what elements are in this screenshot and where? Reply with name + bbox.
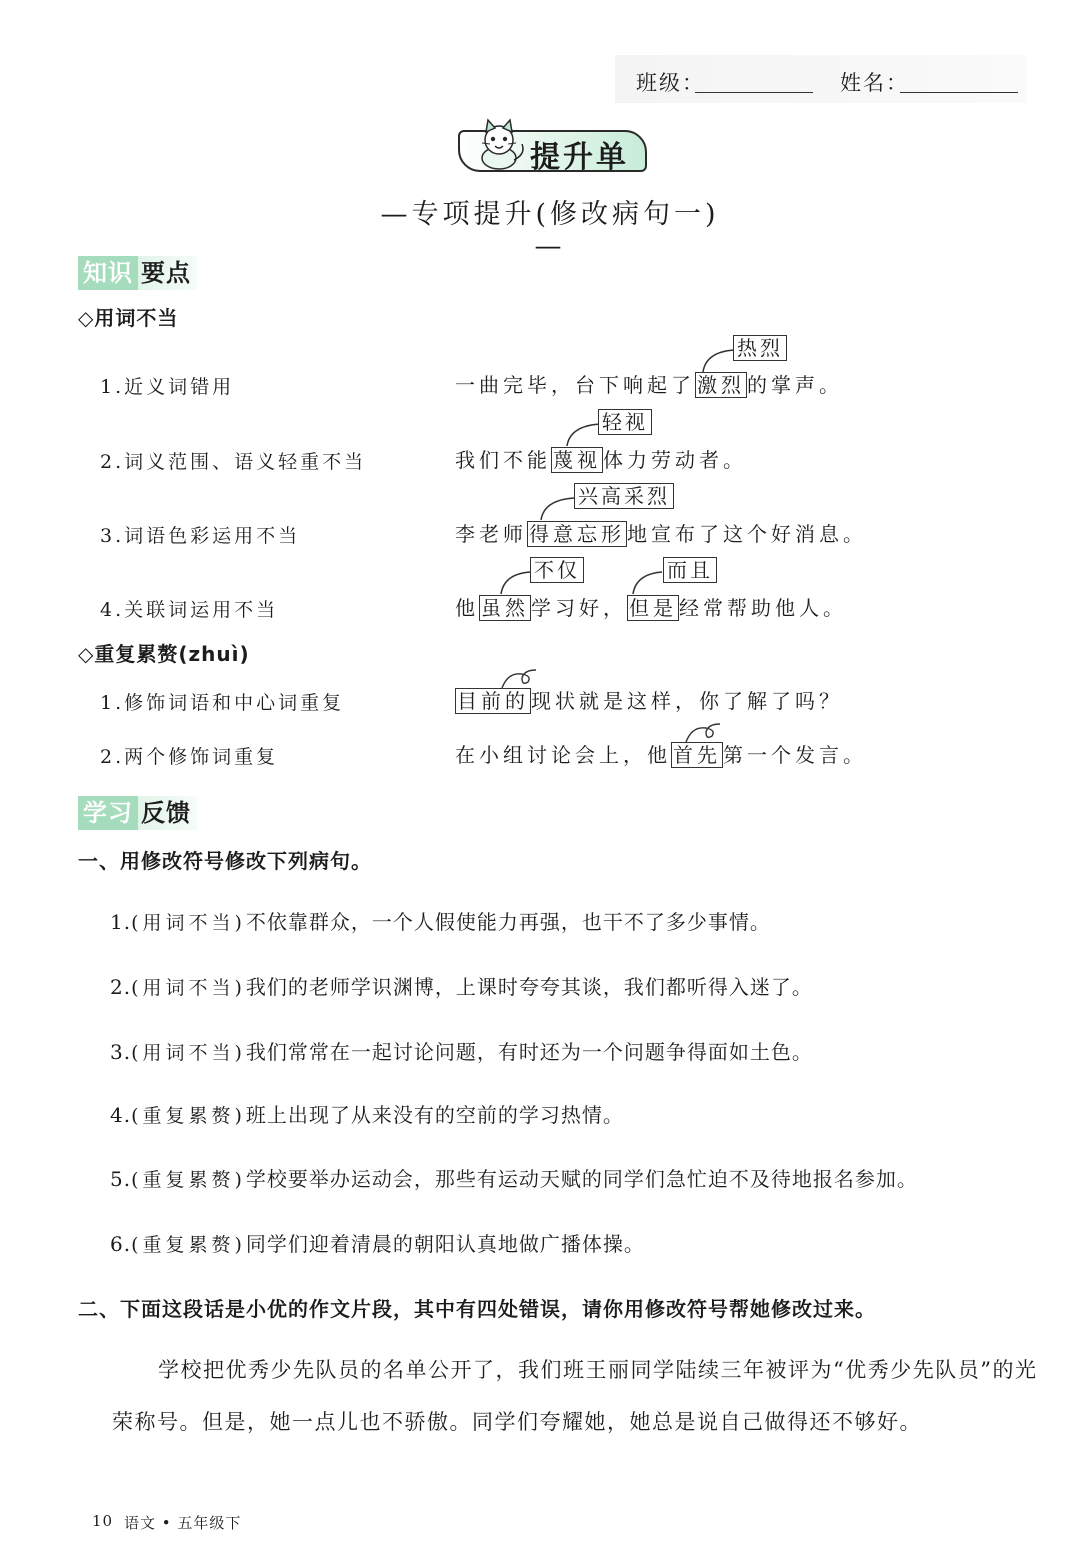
example-text: 我们不能 (455, 448, 551, 472)
knowledge-example (455, 444, 747, 473)
knowledge-example (455, 739, 867, 768)
section-feedback-tag: 学习 (78, 796, 138, 830)
item-number: 2. (110, 975, 132, 999)
knowledge-example (455, 369, 843, 398)
section-feedback-title: 反馈 (138, 796, 197, 830)
question-1-item (110, 1036, 813, 1065)
example-boxed-word: 虽然 (481, 596, 529, 620)
knowledge-example (455, 518, 867, 547)
example-text: 一曲完毕，台下响起了 (455, 373, 695, 397)
item-text: 我们常常在一起讨论问题，有时还为一个问题争得面如土色。 (245, 1040, 813, 1064)
example-text: 他 (455, 596, 479, 620)
correction-word: 兴高采烈 (574, 483, 674, 509)
example-text: 地宣布了这个好消息。 (627, 522, 867, 546)
item-text: 班上出现了从来没有的空前的学习热情。 (245, 1103, 624, 1127)
question-2-heading: 二、下面这段话是小优的作文片段，其中有四处错误，请你用修改符号帮她修改过来。 (78, 1297, 876, 1321)
question-2-paragraph-line: 荣称号。但是，她一点儿也不骄傲。同学们夸耀她，她总是说自己做得还不够好。 (112, 1410, 922, 1434)
subhead-word-misuse: ◇用词不当 (78, 306, 179, 330)
item-tag: (重复累赘) (131, 1169, 246, 1191)
correction-word: 不仅 (530, 557, 584, 583)
example-text: 现状就是这样，你了解了吗？ (531, 689, 843, 713)
item-number: 1. (110, 910, 132, 934)
example-text: 学习好， (531, 596, 627, 620)
question-1-item (110, 1228, 645, 1257)
item-number: 6. (110, 1232, 132, 1256)
name-field[interactable] (900, 92, 1018, 93)
book-title: 语文 • 五年级下 (124, 1514, 242, 1532)
question-1-item (110, 971, 813, 1000)
section-knowledge-header (78, 256, 197, 290)
section-feedback-header (78, 796, 197, 830)
knowledge-item-label: 2.词义范围、语义轻重不当 (100, 451, 367, 473)
delete-mark-icon (684, 722, 724, 744)
item-number: 5. (110, 1167, 132, 1191)
question-1-item (110, 1099, 624, 1128)
cat-mascot-icon (468, 116, 530, 172)
page-subtitle: —专项提升(修改病句一)— (380, 199, 720, 262)
correction-mark (538, 492, 578, 522)
example-text: 体力劳动者。 (603, 448, 747, 472)
item-number: 4. (110, 1103, 132, 1127)
question-2-paragraph-line: 学校把优秀少先队员的名单公开了，我们班王丽同学陆续三年被评为“优秀少先队员”的光 (158, 1358, 1038, 1382)
question-1-heading: 一、用修改符号修改下列病句。 (78, 849, 372, 873)
item-tag: (用词不当) (131, 912, 246, 934)
item-tag: (重复累赘) (131, 1105, 246, 1127)
example-boxed-word: 激烈 (697, 373, 745, 397)
class-label: 班级： (636, 71, 705, 95)
knowledge-item-label: 1.近义词错用 (100, 376, 235, 398)
subhead-redundancy: ◇重复累赘(zhuì) (78, 642, 250, 666)
question-1-item (110, 1163, 918, 1192)
page-number: 10 (92, 1512, 114, 1530)
example-boxed-word: 首先 (673, 743, 721, 767)
knowledge-example (455, 592, 847, 621)
question-1-item (110, 906, 771, 935)
badge-title: 提升单 (530, 140, 629, 175)
correction-word: 轻视 (598, 409, 652, 435)
knowledge-item-label: 3.词语色彩运用不当 (100, 525, 301, 547)
item-tag: (重复累赘) (131, 1234, 246, 1256)
example-boxed-word: 目前的 (457, 689, 529, 713)
item-tag: (用词不当) (131, 977, 246, 999)
name-label: 姓名： (840, 71, 909, 95)
item-number: 3. (110, 1040, 132, 1064)
delete-mark-icon (500, 668, 540, 690)
knowledge-item-label: 4.关联词运用不当 (100, 599, 279, 621)
item-tag: (用词不当) (131, 1042, 246, 1064)
item-text: 学校要举办运动会，那些有运动天赋的同学们急忙迫不及待地报名参加。 (245, 1167, 918, 1191)
class-field[interactable] (695, 92, 813, 93)
knowledge-item-label: 1.修饰词语和中心词重复 (100, 692, 345, 714)
example-text: 李老师 (455, 522, 527, 546)
example-text: 的掌声。 (747, 373, 843, 397)
section-knowledge-title: 要点 (138, 256, 197, 290)
correction-word: 热烈 (733, 335, 787, 361)
example-boxed-word: 但是 (629, 596, 677, 620)
item-text: 同学们迎着清晨的朝阳认真地做广播体操。 (245, 1232, 645, 1256)
example-text: 在小组讨论会上，他 (455, 743, 671, 767)
example-boxed-word: 得意忘形 (529, 522, 625, 546)
item-text: 不依靠群众，一个人假使能力再强，也干不了多少事情。 (245, 910, 771, 934)
section-knowledge-tag: 知识 (78, 256, 138, 290)
example-text: 第一个发言。 (723, 743, 867, 767)
example-text: 经常帮助他人。 (679, 596, 847, 620)
correction-mark (498, 566, 534, 596)
knowledge-item-label: 2.两个修饰词重复 (100, 746, 279, 768)
item-text: 我们的老师学识渊博，上课时夸夸其谈，我们都听得入迷了。 (245, 975, 813, 999)
correction-word: 而且 (663, 557, 717, 583)
example-boxed-word: 蔑视 (553, 448, 601, 472)
correction-mark (630, 566, 666, 596)
